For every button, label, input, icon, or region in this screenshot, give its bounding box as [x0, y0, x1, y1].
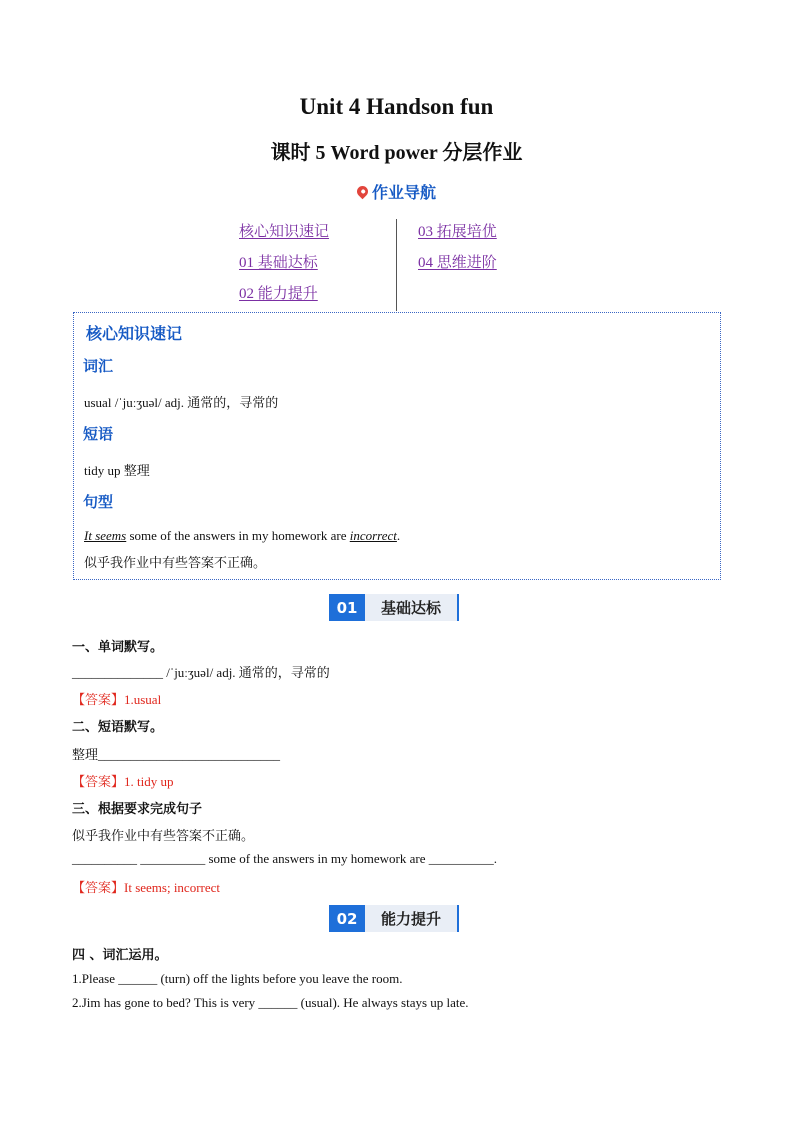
vocab-label: 词汇 — [83, 357, 114, 375]
q4-item: 1.Please ______ (turn) off the lights before you leave the room. — [72, 971, 403, 986]
q1-answer: 【答案】1.usual — [72, 692, 162, 707]
q3-cn: 似乎我作业中有些答案不正确。 — [72, 828, 255, 843]
phrase-label: 短语 — [83, 425, 114, 443]
badge-label: 基础达标 — [365, 594, 459, 621]
nav-divider — [396, 219, 397, 311]
nav-link-extension[interactable]: 03 拓展培优 — [418, 224, 497, 240]
sentence-label: 句型 — [83, 493, 114, 511]
q2-title: 二、短语默写。 — [72, 720, 164, 735]
badge-label: 能力提升 — [365, 905, 459, 932]
sentence-cn: 似乎我作业中有些答案不正确。 — [84, 555, 267, 570]
sentence-word-incorrect: incorrect — [349, 528, 397, 543]
q1-text: ______________ /ˈjuːʒuəl/ adj. 通常的，寻常的 — [72, 665, 330, 680]
q2-answer: 【答案】1. tidy up — [72, 774, 174, 789]
q3-title: 三、根据要求完成句子 — [72, 802, 203, 817]
badge-number: 02 — [329, 905, 365, 932]
phrase-text: tidy up 整理 — [84, 463, 150, 478]
nav-link-core-knowledge[interactable]: 核心知识速记 — [239, 224, 330, 240]
nav-heading — [0, 180, 793, 203]
q4-title: 四 、词汇运用。 — [72, 948, 168, 963]
nav-heading-label: 作业导航 — [371, 183, 436, 202]
vocab-text: usual /ˈjuːʒuəl/ adj. 通常的，寻常的 — [84, 395, 279, 410]
q3-answer: 【答案】It seems; incorrect — [72, 880, 221, 895]
nav-link-basic[interactable]: 01 基础达标 — [239, 255, 318, 271]
page-subtitle: 课时 5 Word power 分层作业 — [270, 142, 523, 164]
q1-title: 一、单词默写。 — [72, 640, 164, 655]
badge-number: 01 — [329, 594, 365, 621]
q4-item: 2.Jim has gone to bed? This is very ______ (usual). He always stays up late. — [72, 995, 469, 1010]
q3-text: __________ __________ some of the answers in my homework are __________. — [72, 851, 497, 866]
page-title: Unit 4 Handson fun — [299, 94, 494, 119]
knowledge-heading: 核心知识速记 — [86, 324, 183, 343]
section-badge-basic — [329, 594, 459, 621]
sentence-text: It seems some of the answers in my homework are incorrect. — [84, 528, 401, 543]
q2-text: 整理____________________________ — [72, 747, 281, 762]
nav-link-thinking[interactable]: 04 思维进阶 — [418, 255, 497, 271]
sentence-phrase-it-seems: It seems — [84, 528, 127, 543]
section-badge-ability — [329, 905, 459, 932]
nav-link-ability[interactable]: 02 能力提升 — [239, 286, 318, 302]
location-pin-icon — [355, 184, 371, 200]
